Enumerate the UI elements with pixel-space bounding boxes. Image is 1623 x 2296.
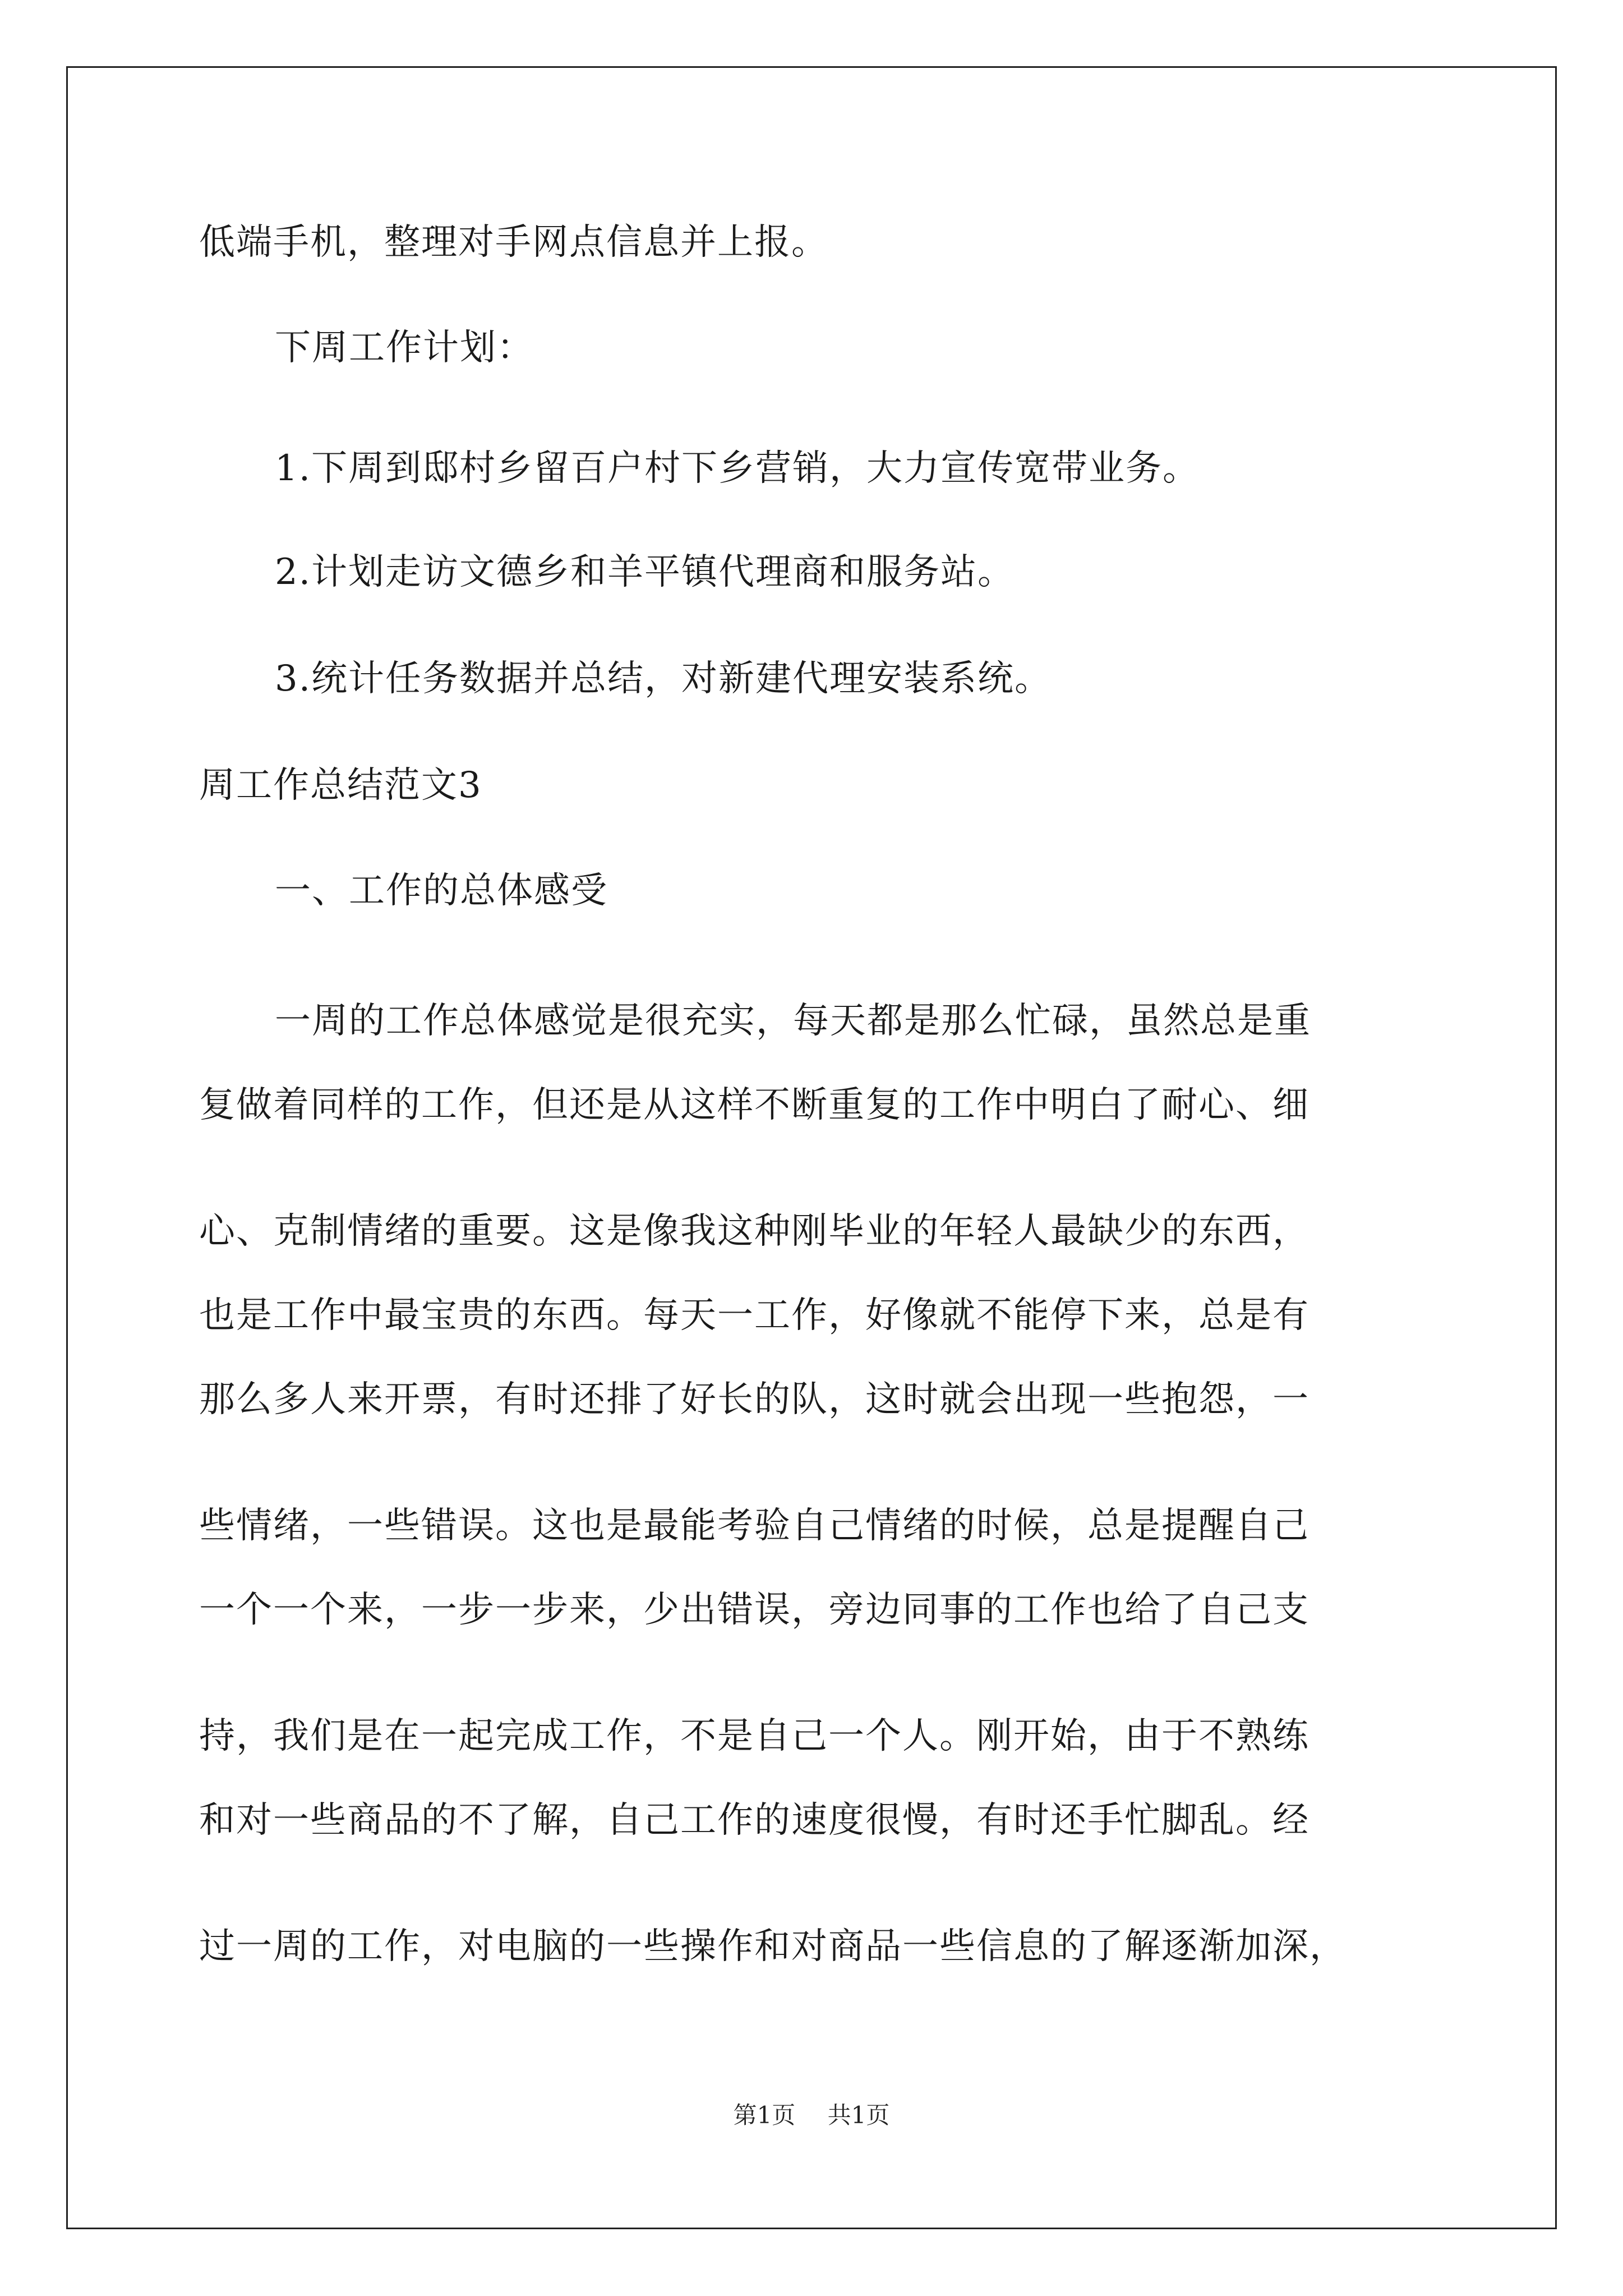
paragraph-line: 心、克制情绪的重要。这是像我这种刚毕业的年轻人最缺少的东西， bbox=[199, 1211, 1310, 1252]
paragraph-line: 也是工作中最宝贵的东西。每天一工作，好像就不能停下来，总是有 bbox=[199, 1295, 1310, 1336]
page-footer bbox=[0, 2101, 1623, 2130]
list-item: 1.下周到邸村乡留百户村下乡营销，大力宣传宽带业务。 bbox=[275, 448, 1200, 489]
paragraph-line: 一个一个来，一步一步来，少出错误，旁边同事的工作也给了自己支 bbox=[199, 1589, 1310, 1631]
page-total: 共1页 bbox=[827, 2101, 890, 2129]
page-border bbox=[66, 66, 1557, 2229]
paragraph-line: 过一周的工作，对电脑的一些操作和对商品一些信息的了解逐渐加深， bbox=[199, 1926, 1347, 1967]
paragraph-line: 那么多人来开票，有时还排了好长的队，这时就会出现一些抱怨，一 bbox=[199, 1379, 1310, 1420]
paragraph-line: 和对一些商品的不了解，自己工作的速度很慢，有时还手忙脚乱。经 bbox=[199, 1800, 1310, 1841]
paragraph-line: 一周的工作总体感觉是很充实，每天都是那么忙碌，虽然总是重 bbox=[275, 1000, 1311, 1042]
page-number: 第1页 bbox=[733, 2101, 796, 2129]
list-item: 3.统计任务数据并总结，对新建代理安装系统。 bbox=[275, 658, 1052, 700]
text-line: 低端手机，整理对手网点信息并上报。 bbox=[199, 222, 828, 263]
section-heading: 一、工作的总体感受 bbox=[275, 870, 608, 912]
paragraph-line: 些情绪，一些错误。这也是最能考验自己情绪的时候，总是提醒自己 bbox=[199, 1505, 1310, 1547]
section-heading: 下周工作计划： bbox=[275, 327, 534, 369]
list-item: 2.计划走访文德乡和羊平镇代理商和服务站。 bbox=[275, 551, 1015, 593]
paragraph-line: 复做着同样的工作，但还是从这样不断重复的工作中明白了耐心、细 bbox=[199, 1084, 1310, 1126]
article-title: 周工作总结范文3 bbox=[199, 765, 482, 806]
paragraph-line: 持，我们是在一起完成工作，不是自己一个人。刚开始，由于不熟练 bbox=[199, 1715, 1310, 1757]
